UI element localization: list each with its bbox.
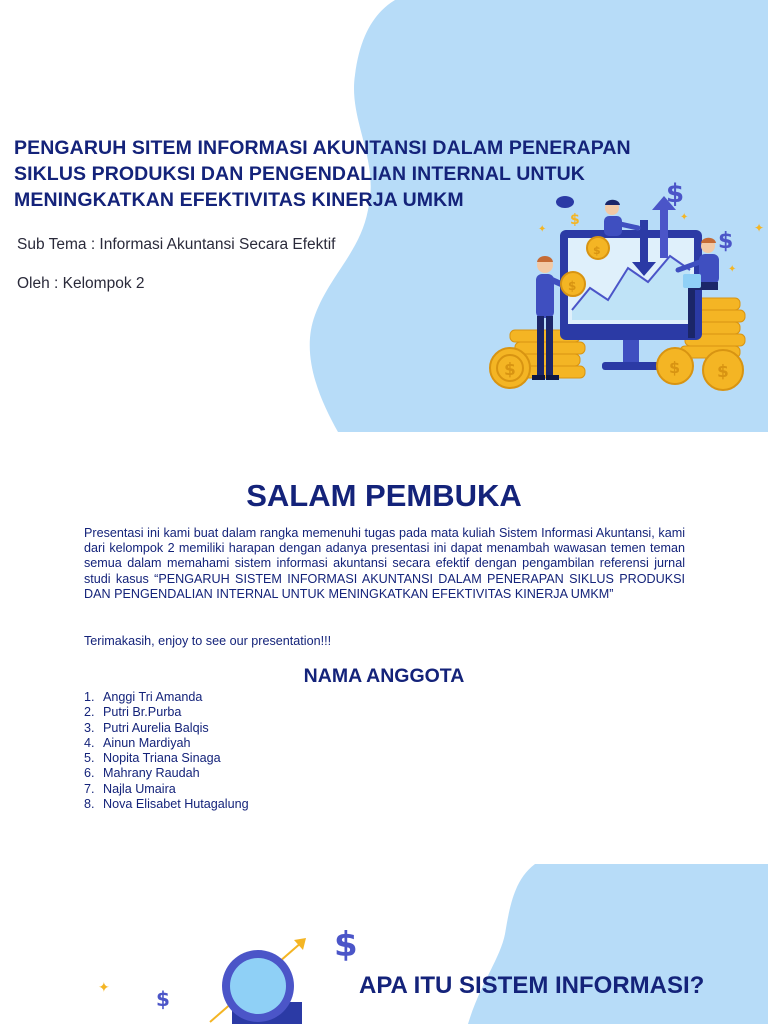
list-item: 4. Ainun Mardiyah (84, 735, 191, 750)
svg-text:$: $ (504, 360, 516, 380)
members-heading: NAMA ANGGOTA (303, 665, 465, 687)
list-item: 7. Najla Umaira (84, 781, 176, 796)
list-item: 2. Putri Br.Purba (84, 705, 182, 720)
svg-text:$: $ (718, 229, 734, 254)
title-line-3: MENINGKATKAN EFEKTIVITAS KINERJA UMKM (14, 189, 464, 211)
list-item: 3. Putri Aurelia Balqis (84, 720, 209, 735)
svg-text:✦: ✦ (680, 212, 689, 223)
subtema-text: Sub Tema : Informasi Akuntansi Secara Efektif (17, 236, 336, 253)
finance-illustration-icon (480, 170, 765, 400)
author-text: Oleh : Kelompok 2 (17, 275, 145, 292)
list-item: 8. Nova Elisabet Hutagalung (84, 797, 249, 812)
thanks-text: Terimakasih, enjoy to see our presentation!!! (84, 634, 332, 648)
slide-title (0, 0, 768, 432)
members-list (84, 690, 249, 812)
svg-text:✦: ✦ (728, 264, 737, 275)
title-line-2: SIKLUS PRODUKSI DAN PENGENDALIAN INTERNAL UNTUK (14, 163, 585, 185)
svg-text:✦: ✦ (98, 980, 110, 996)
list-item: 1. Anggi Tri Amanda (84, 690, 203, 704)
magnifier-growth-icon (90, 922, 358, 1024)
svg-text:$: $ (669, 358, 681, 377)
slide-opening (0, 432, 768, 864)
svg-text:$: $ (717, 362, 729, 382)
list-item: 6. Mahrany Raudah (84, 766, 200, 781)
title-line-1: PENGARUH SITEM INFORMASI AKUNTANSI DALAM PENERAPAN (14, 137, 631, 159)
svg-text:$: $ (334, 925, 358, 965)
section-heading: APA ITU SISTEM INFORMASI? (359, 972, 705, 999)
svg-text:$: $ (570, 212, 580, 228)
svg-text:$: $ (568, 279, 577, 293)
svg-text:✦: ✦ (538, 224, 547, 235)
svg-text:✦: ✦ (754, 221, 765, 235)
svg-text:$: $ (666, 179, 685, 209)
svg-text:$: $ (593, 244, 601, 257)
svg-text:$: $ (156, 987, 170, 1011)
opening-heading: SALAM PEMBUKA (246, 478, 522, 513)
intro-paragraph: Presentasi ini kami buat dalam rangka memenuhi tugas pada mata kuliah Sistem Informasi Akuntansi, kami dari kelompok 2 memiliki harapan dengan adanya presentasi ini dapat menambah wawasan temen teman semua dalam memahami sistem informasi akuntansi secara efektif dengan pengambilan referensi jurnal studi kasus “PENGARUH SISTEM INFORMASI AKUNTANSI DALAM PENERAPAN SIKLUS PRODUKSI DAN PENGENDALIAN INTERNAL UNTUK MENINGKATKAN EFEKTIVITAS KINERJA UMKM” (84, 526, 685, 601)
list-item: 5. Nopita Triana Sinaga (84, 751, 221, 766)
slide-what-is (0, 864, 768, 1024)
